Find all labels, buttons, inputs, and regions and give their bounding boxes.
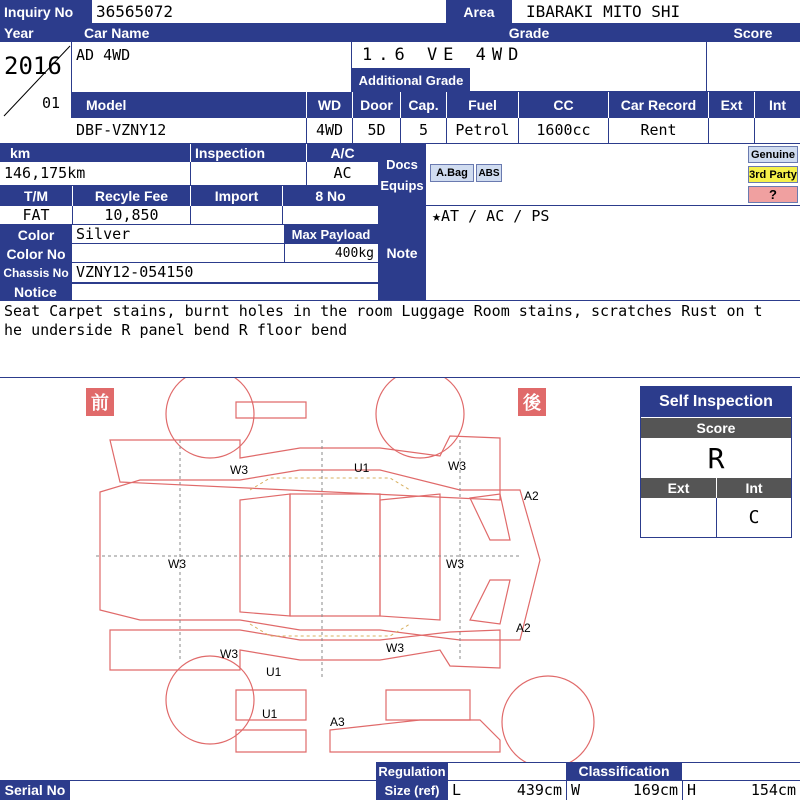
ext-value xyxy=(708,118,754,144)
color-label: Color xyxy=(0,225,72,244)
self-int-value: C xyxy=(716,498,791,537)
area-value: IBARAKI MITO SHI xyxy=(512,0,800,24)
cc-value: 1600cc xyxy=(518,118,608,144)
score-value xyxy=(707,42,800,92)
mark-w3-f: W3 xyxy=(386,641,404,655)
self-int-label: Int xyxy=(716,478,791,498)
classification-label: Classification xyxy=(566,762,682,780)
max-payload-value: 400kg xyxy=(284,244,378,263)
recycle-fee-value: 10,850 xyxy=(72,206,190,225)
tm-value: FAT xyxy=(0,206,72,225)
tm-label: T/M xyxy=(0,186,72,206)
abs-badge: ABS xyxy=(476,164,502,182)
size-l xyxy=(448,780,566,800)
car-record-value: Rent xyxy=(608,118,708,144)
max-payload-label: Max Payload xyxy=(284,225,378,244)
size-ref-label: Size (ref) xyxy=(376,780,448,800)
equips-label: Equips xyxy=(380,178,424,193)
regulation-label: Regulation xyxy=(376,762,448,780)
color-no-value xyxy=(72,244,284,263)
docs-label: Docs xyxy=(386,157,418,172)
serial-no-value xyxy=(70,780,376,800)
front-mark: 前 xyxy=(91,393,109,413)
notice-label: Notice xyxy=(0,283,72,300)
size-l-value: 439cm xyxy=(516,781,562,799)
self-inspection-box xyxy=(640,386,792,538)
mark-w3-a: W3 xyxy=(230,463,248,477)
classification-value xyxy=(682,762,800,780)
wheel-top-right xyxy=(376,378,464,458)
door-value: 5D xyxy=(352,118,400,144)
self-inspection-title: Self Inspection xyxy=(641,387,791,417)
self-ext-value xyxy=(641,498,716,537)
notice-line-1: Seat Carpet stains, burnt holes in the room Luggage Room stains, scratches Rust on t xyxy=(4,302,763,320)
equips-area xyxy=(426,144,746,206)
import-value xyxy=(190,206,282,225)
km-value: 146,175km xyxy=(0,162,190,186)
inspection-label: Inspection xyxy=(190,144,306,162)
chassis-no-value: VZNY12-054150 xyxy=(72,263,378,283)
import-label: Import xyxy=(190,186,282,206)
additional-grade-value xyxy=(470,68,706,92)
grade-label: Grade xyxy=(352,24,706,42)
area-label: Area xyxy=(446,0,512,24)
km-label: km xyxy=(0,144,190,162)
size-w-value: 169cm xyxy=(632,781,678,799)
regulation-value xyxy=(448,762,566,780)
eight-no-label: 8 No xyxy=(282,186,378,206)
score-label: Score xyxy=(706,24,800,42)
door-label: Door xyxy=(352,92,400,118)
wheel-bottom-right xyxy=(502,676,594,762)
model-value: DBF-VZNY12 xyxy=(72,118,306,144)
mark-w3-e: W3 xyxy=(220,647,238,661)
size-l-label: L xyxy=(452,781,462,799)
color-no-label: Color No xyxy=(0,244,72,263)
mark-a2-a: A2 xyxy=(524,489,539,503)
mark-w3-c: W3 xyxy=(168,557,186,571)
size-h xyxy=(682,780,800,800)
car-name-label: Car Name xyxy=(72,24,352,42)
ac-label: A/C xyxy=(306,144,378,162)
chassis-no-label: Chassis No xyxy=(0,263,72,283)
cc-label: CC xyxy=(518,92,608,118)
note-value: ★AT / AC / PS xyxy=(432,206,550,225)
mark-w3-b: W3 xyxy=(448,459,466,473)
notice-line-2: he underside R panel bend R floor bend xyxy=(4,321,348,339)
fuel-label: Fuel xyxy=(446,92,518,118)
cap-label: Cap. xyxy=(400,92,446,118)
model-label: Model xyxy=(72,92,306,118)
fuel-value: Petrol xyxy=(446,118,518,144)
mark-a3: A3 xyxy=(330,715,345,729)
size-w xyxy=(566,780,682,800)
self-ext-label: Ext xyxy=(641,478,716,498)
grade-cell xyxy=(352,42,706,68)
inquiry-value: 36565072 xyxy=(92,0,446,24)
wd-label: WD xyxy=(306,92,352,118)
car-record-label: Car Record xyxy=(608,92,708,118)
additional-grade-label: Additional Grade xyxy=(352,68,470,92)
int-value xyxy=(754,118,800,144)
wheel-bottom-left xyxy=(166,656,254,744)
mark-w3-d: W3 xyxy=(446,557,464,571)
year-bottom-border xyxy=(0,118,72,144)
unknown-badge: ? xyxy=(748,186,798,203)
wd-value: 4WD xyxy=(306,118,352,144)
mark-u1-c: U1 xyxy=(262,707,278,721)
notice-box xyxy=(0,300,800,378)
color-value: Silver xyxy=(72,225,284,244)
year-value: 2016 xyxy=(4,52,62,80)
eight-no-value xyxy=(282,206,378,225)
car-name-cell xyxy=(72,42,352,92)
note-label: Note xyxy=(378,206,426,300)
self-score-label: Score xyxy=(641,418,791,438)
third-party-badge: 3rd Party xyxy=(748,166,798,183)
genuine-area xyxy=(746,144,800,206)
self-score-value: R xyxy=(707,441,725,475)
size-w-label: W xyxy=(571,781,581,799)
inspection-value xyxy=(190,162,306,186)
rear-mark: 後 xyxy=(523,393,541,413)
size-h-label: H xyxy=(687,781,697,799)
car-damage-diagram xyxy=(0,378,640,762)
ext-label: Ext xyxy=(708,92,754,118)
genuine-badge: Genuine xyxy=(748,146,798,163)
serial-no-label: Serial No xyxy=(0,780,70,800)
size-h-value: 154cm xyxy=(750,781,796,799)
mark-u1-a: U1 xyxy=(354,461,370,475)
cap-value: 5 xyxy=(400,118,446,144)
year-label: Year xyxy=(0,24,72,42)
int-label: Int xyxy=(754,92,800,118)
year-cell xyxy=(0,42,72,118)
mark-u1-b: U1 xyxy=(266,665,282,679)
docs-equips-label xyxy=(378,144,426,206)
year-month: 01 xyxy=(42,94,61,112)
score-value-cell xyxy=(706,42,800,92)
car-name-value: AD 4WD xyxy=(76,48,131,63)
mark-a2-b: A2 xyxy=(516,621,531,635)
recycle-fee-label: Recyle Fee xyxy=(72,186,190,206)
grade-value: 1.6 VE 4WD xyxy=(362,47,525,64)
ac-value: AC xyxy=(306,162,378,186)
airbag-badge: A.Bag xyxy=(430,164,474,182)
inquiry-label: Inquiry No xyxy=(0,0,92,24)
